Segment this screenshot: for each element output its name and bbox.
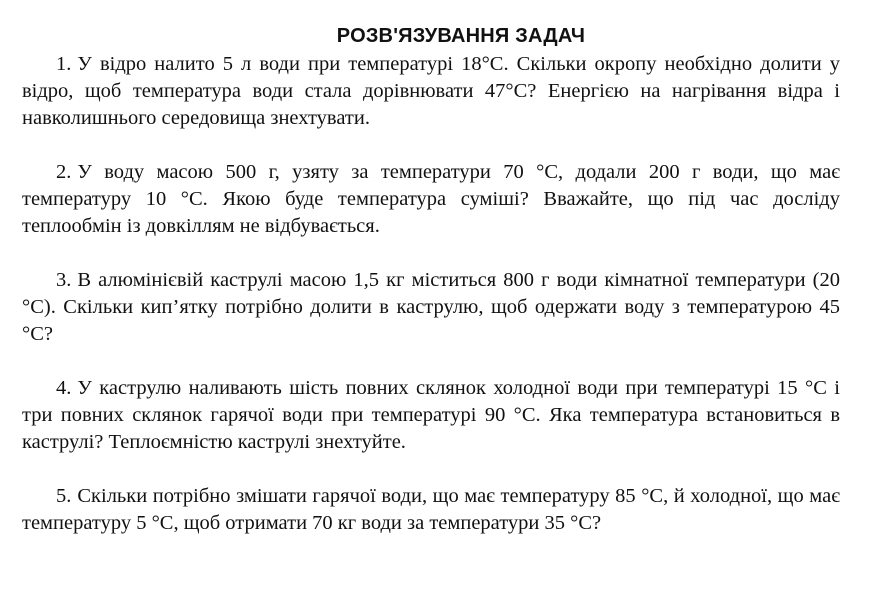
problem-text: У воду масою 500 г, узяту за температури 70 °С, додали 200 г води, що має температуру 10 °С. Якою буде температура суміші? Вважайте, що під час досліду теплообмін із довкіллям не відбувається. (22, 161, 840, 237)
problem-number: 1. (56, 53, 72, 75)
problem-text: Скільки потрібно змішати гарячої води, що має температуру 85 °С, й холодної, що має температуру 5 °С, щоб отримати 70 кг води за температури 35 °С? (22, 485, 840, 534)
problem-text: В алюмінієвій каструлі масою 1,5 кг міститься 800 г води кімнатної температури (20 °С). Скільки кип’ятку потрібно долити в каструлю, щоб одержати воду з температурою 45 °С? (22, 269, 840, 345)
problem-number: 5. (56, 485, 72, 507)
document-title: РОЗВ'ЯЗУВАННЯ ЗАДАЧ (336, 25, 586, 47)
problem-text: У відро налито 5 л води при температурі 18°С. Скільки окропу необхідно долити у відро, щоб температура води стала дорівнювати 47°С? Енергією на нагрівання відра і навколишнього середовища знехтувати. (22, 53, 840, 129)
problem-2 (22, 159, 840, 240)
problem-1 (22, 51, 840, 132)
document-page (22, 22, 840, 564)
problem-5 (22, 483, 840, 537)
problem-4 (22, 375, 840, 456)
problem-number: 4. (56, 377, 72, 399)
problem-number: 3. (56, 269, 72, 291)
problem-3 (22, 267, 840, 348)
problem-number: 2. (56, 161, 72, 183)
problem-text: У каструлю наливають шість повних склянок холодної води при температурі 15 °С і три повних склянок гарячої води при температурі 90 °С. Яка температура встановиться в каструлі? Теплоємністю каструлі знехтуйте. (22, 377, 840, 453)
